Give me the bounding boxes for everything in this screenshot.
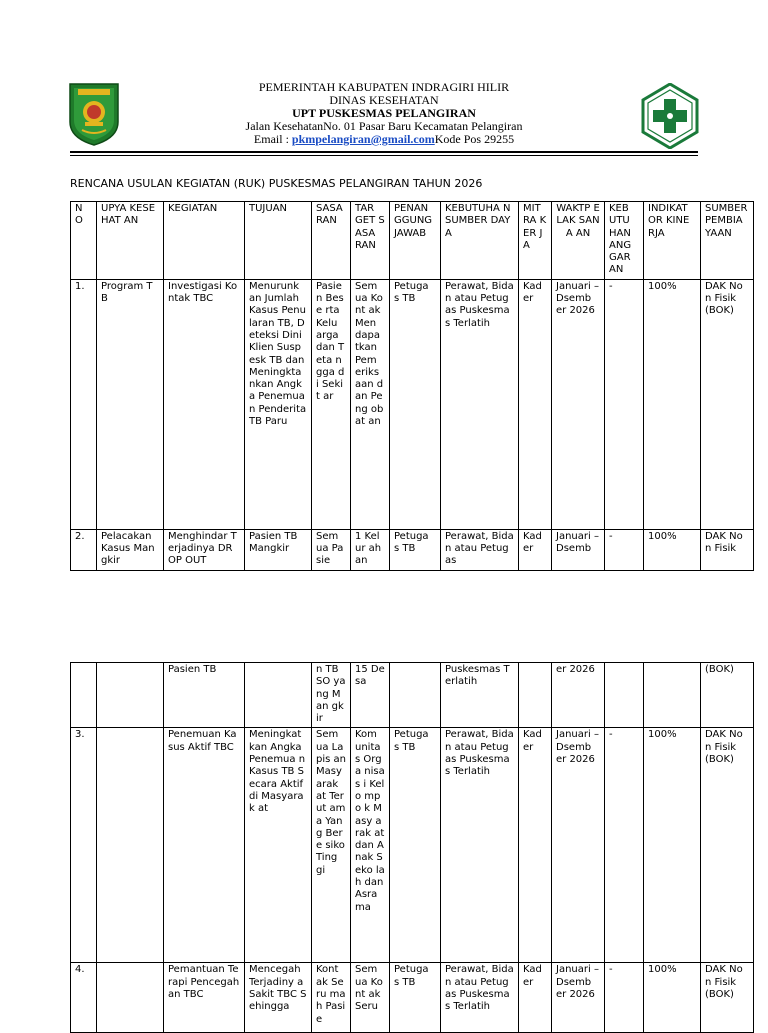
cell-upaya	[97, 663, 164, 728]
header-waktu: WAKTP ELAK SANA AN	[552, 202, 605, 280]
cell-tujuan	[245, 663, 312, 728]
cell-anggaran: -	[605, 963, 644, 1033]
letterhead-rule-thin	[70, 155, 698, 156]
cell-indikator: 100%	[644, 963, 701, 1033]
table-row	[71, 279, 754, 529]
header-anggaran: KEB UTU HAN ANG GAR AN	[605, 202, 644, 280]
contact-line	[220, 133, 548, 146]
cell-kegiatan: Menghindar Terjadinya DROP OUT	[164, 529, 245, 570]
cell-waktu: Januari – Dsemb er 2026	[552, 728, 605, 963]
table-row	[71, 663, 754, 728]
cell-sumber-daya: Puskesmas Terlatih	[441, 663, 519, 728]
cell-sasaran: Pasie n Bese rta Kelu arga dan Teta ngga di Sekit ar	[312, 279, 351, 529]
letterhead	[0, 80, 768, 160]
header-upaya: UPYA KESEHAT AN	[97, 202, 164, 280]
cell-sasaran: Sem ua Pasie	[312, 529, 351, 570]
cell-kegiatan: Penemuan Kasus Aktif TBC	[164, 728, 245, 963]
agency-name: DINAS KESEHATAN	[329, 93, 439, 107]
cell-pj: Petuga s TB	[390, 728, 441, 963]
cell-tujuan: Pasien TB Mangkir	[245, 529, 312, 570]
header-sumber-biaya: SUMBER PEMBIA YAAN	[701, 202, 754, 280]
cell-target: Sem ua Kont ak Seru	[351, 963, 390, 1033]
table-row	[71, 963, 754, 1033]
cell-target: Sem ua Kont ak Men dapa tkan Pem eriks aan dan Peng obat an	[351, 279, 390, 529]
cell-target: 15 Desa	[351, 663, 390, 728]
cell-upaya	[97, 963, 164, 1033]
cell-no: 3.	[71, 728, 97, 963]
cell-waktu: Januari – Dsemb	[552, 529, 605, 570]
table-row	[71, 728, 754, 963]
email-link[interactable]: pkmpelangiran@gmail.com	[291, 132, 435, 146]
cell-indikator: 100%	[644, 279, 701, 529]
cell-pj: Petuga s TB	[390, 963, 441, 1033]
cell-kegiatan: Pemantuan Terapi Pencegahan TBC	[164, 963, 245, 1033]
table-header-row	[71, 202, 754, 280]
ruk-table-page-2	[70, 662, 754, 1033]
cell-mitra: Kad er	[519, 728, 552, 963]
cell-sasaran: n TB SO yang Man gkir	[312, 663, 351, 728]
cell-mitra: Kad er	[519, 279, 552, 529]
cell-sumber-biaya: DAK Non Fisik (BOK)	[701, 728, 754, 963]
cell-mitra: Kad er	[519, 963, 552, 1033]
cell-sumber-biaya: DAK Non Fisik (BOK)	[701, 279, 754, 529]
header-target: TAR GET SASA RAN	[351, 202, 390, 280]
header-tujuan: TUJUAN	[245, 202, 312, 280]
ruk-table-page-1	[70, 201, 754, 571]
cell-mitra	[519, 663, 552, 728]
cell-tujuan: Meningkat kan Angka Penemua n Kasus TB Secara Aktif di Masyarak at	[245, 728, 312, 963]
header-sumber-daya: KEBUTUHA N SUMBER DAYA	[441, 202, 519, 280]
cell-upaya: Pelacakan Kasus Mangkir	[97, 529, 164, 570]
header-indikator: INDIKAT OR KINERJA	[644, 202, 701, 280]
cell-anggaran: -	[605, 529, 644, 570]
cell-sumber-daya: Perawat, Bidan atau Petugas Puskesmas Terlatih	[441, 728, 519, 963]
cell-sumber-daya: Perawat, Bidan atau Petugas Puskesmas Terlatih	[441, 279, 519, 529]
table-row	[71, 529, 754, 570]
cell-no: 2.	[71, 529, 97, 570]
header-kegiatan: KEGIATAN	[164, 202, 245, 280]
cell-pj: Petuga s TB	[390, 529, 441, 570]
puskesmas-name: UPT PUSKESMAS PELANGIRAN	[292, 106, 476, 120]
cell-indikator: 100%	[644, 529, 701, 570]
cell-sumber-biaya: (BOK)	[701, 663, 754, 728]
document-title: RENCANA USULAN KEGIATAN (RUK) PUSKESMAS PELANGIRAN TAHUN 2026	[70, 177, 483, 190]
government-name: PEMERINTAH KABUPATEN INDRAGIRI HILIR	[258, 80, 510, 94]
cell-no: 1.	[71, 279, 97, 529]
cell-no: 4.	[71, 963, 97, 1033]
cell-mitra: Kad er	[519, 529, 552, 570]
cell-indikator: 100%	[644, 728, 701, 963]
header-no: N O	[71, 202, 97, 280]
cell-tujuan: Menurunk an Jumlah Kasus Penularan TB, Deteksi Dini Klien Suspesk TB dan Meningkta nkan Angka Penemua n Penderita TB Paru	[245, 279, 312, 529]
cell-indikator	[644, 663, 701, 728]
cell-tujuan: Mencegah Terjadiny a Sakit TBC Sehingga	[245, 963, 312, 1033]
email-label: Email :	[253, 132, 292, 146]
puskesmas-cross-logo-icon	[641, 83, 699, 149]
letterhead-rule-thick	[70, 151, 698, 153]
cell-waktu: Januari – Dsemb er 2026	[552, 279, 605, 529]
postcode: Kode Pos 29255	[434, 132, 515, 146]
cell-anggaran: -	[605, 279, 644, 529]
cell-no	[71, 663, 97, 728]
cell-upaya: Program TB	[97, 279, 164, 529]
cell-upaya	[97, 728, 164, 963]
cell-kegiatan: Pasien TB	[164, 663, 245, 728]
cell-waktu: Januari – Dsemb er 2026	[552, 963, 605, 1033]
cell-sumber-biaya: DAK Non Fisik (BOK)	[701, 963, 754, 1033]
cell-sumber-biaya: DAK Non Fisik	[701, 529, 754, 570]
header-sasaran: SASA RAN	[312, 202, 351, 280]
cell-sumber-daya: Perawat, Bidan atau Petugas Puskesmas Terlatih	[441, 963, 519, 1033]
cell-sasaran: Kont ak Seru mah Pasie	[312, 963, 351, 1033]
cell-anggaran	[605, 663, 644, 728]
letterhead-text	[220, 81, 548, 146]
address: Jalan KesehatanNo. 01 Pasar Baru Kecamatan Pelangiran	[245, 119, 523, 133]
cell-kegiatan: Investigasi Kontak TBC	[164, 279, 245, 529]
cell-anggaran: -	[605, 728, 644, 963]
indragiri-hilir-emblem-icon	[68, 82, 120, 146]
cell-target: Kom unita s Orga nisas i Kelo mpo k Masy arak at dan Anak Seko lah dan Asra ma	[351, 728, 390, 963]
cell-pj: Petuga s TB	[390, 279, 441, 529]
cell-target: 1 Kelur ahan	[351, 529, 390, 570]
cell-sasaran: Sem ua Lapis an Masy arak at Terut ama Yang Bere siko Ting gi	[312, 728, 351, 963]
cell-pj	[390, 663, 441, 728]
cell-waktu: er 2026	[552, 663, 605, 728]
cell-sumber-daya: Perawat, Bidan atau Petugas	[441, 529, 519, 570]
header-pj: PENAN GGUNG JAWAB	[390, 202, 441, 280]
header-mitra: MIT RA KER JA	[519, 202, 552, 280]
